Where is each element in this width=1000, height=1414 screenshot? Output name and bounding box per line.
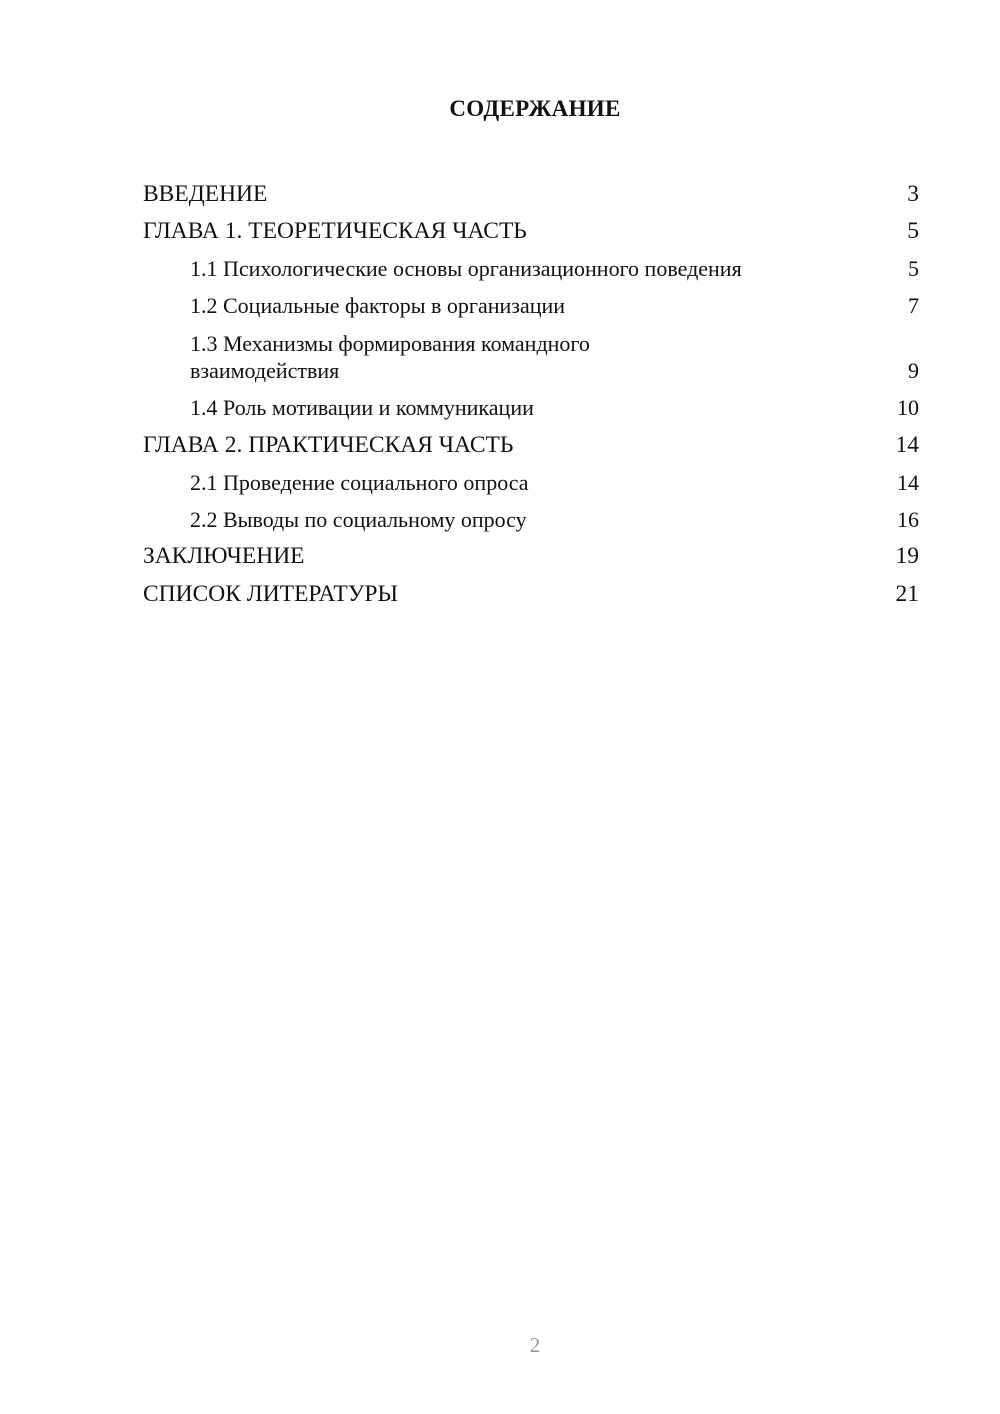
toc-entry-chapter-1[interactable] — [143, 208, 919, 246]
toc-entry-label: 1.4 Роль мотивации и коммуникации — [190, 395, 534, 420]
toc-entry-label: ЗАКЛЮЧЕНИЕ — [143, 543, 305, 569]
toc-entry-page: 21 — [895, 580, 919, 607]
toc-entry-page: 7 — [908, 293, 919, 318]
toc-entry-label: ВВЕДЕНИЕ — [143, 180, 268, 207]
toc-entry-references[interactable] — [143, 570, 919, 608]
toc-entry-section-2-2[interactable] — [143, 496, 919, 533]
table-of-contents — [143, 170, 919, 608]
toc-entry-section-2-1[interactable] — [143, 459, 919, 496]
toc-entry-section-1-1[interactable] — [143, 245, 919, 282]
toc-entry-label: 1.2 Социальные факторы в организации — [190, 293, 566, 318]
toc-entry-section-1-2[interactable] — [143, 282, 919, 319]
toc-entry-label: СПИСОК ЛИТЕРАТУРЫ — [143, 580, 398, 607]
toc-entry-label: ГЛАВА 2. ПРАКТИЧЕСКАЯ ЧАСТЬ — [143, 431, 514, 458]
toc-entry-label: 1.1 Психологические основы организационного поведения — [190, 256, 742, 281]
toc-entry-label: 1.3 Механизмы формирования командного взаимодействия — [190, 331, 590, 383]
toc-entry-label: 2.2 Выводы по социальному опросу — [190, 506, 527, 532]
toc-entry-label: 2.1 Проведение социального опроса — [190, 469, 529, 495]
toc-entry-page: 10 — [897, 395, 919, 420]
toc-entry-conclusion[interactable] — [143, 533, 919, 571]
toc-entry-page: 19 — [895, 543, 919, 569]
toc-entry-page: 3 — [907, 180, 919, 207]
toc-entry-page: 14 — [895, 431, 919, 458]
toc-entry-label: ГЛАВА 1. ТЕОРЕТИЧЕСКАЯ ЧАСТЬ — [143, 218, 527, 244]
toc-entry-page: 9 — [908, 358, 919, 383]
toc-entry-page: 16 — [897, 506, 919, 532]
toc-entry-page: 5 — [908, 256, 919, 281]
toc-entry-page: 14 — [897, 469, 919, 495]
toc-entry-section-1-3[interactable] — [143, 319, 919, 384]
page-title: СОДЕРЖАНИЕ — [449, 96, 621, 121]
toc-entry-page: 5 — [907, 218, 919, 244]
toc-entry-section-1-4[interactable] — [143, 384, 919, 421]
toc-entry-introduction[interactable] — [143, 170, 919, 208]
page-number: 2 — [529, 1333, 541, 1357]
toc-entry-chapter-2[interactable] — [143, 421, 919, 459]
